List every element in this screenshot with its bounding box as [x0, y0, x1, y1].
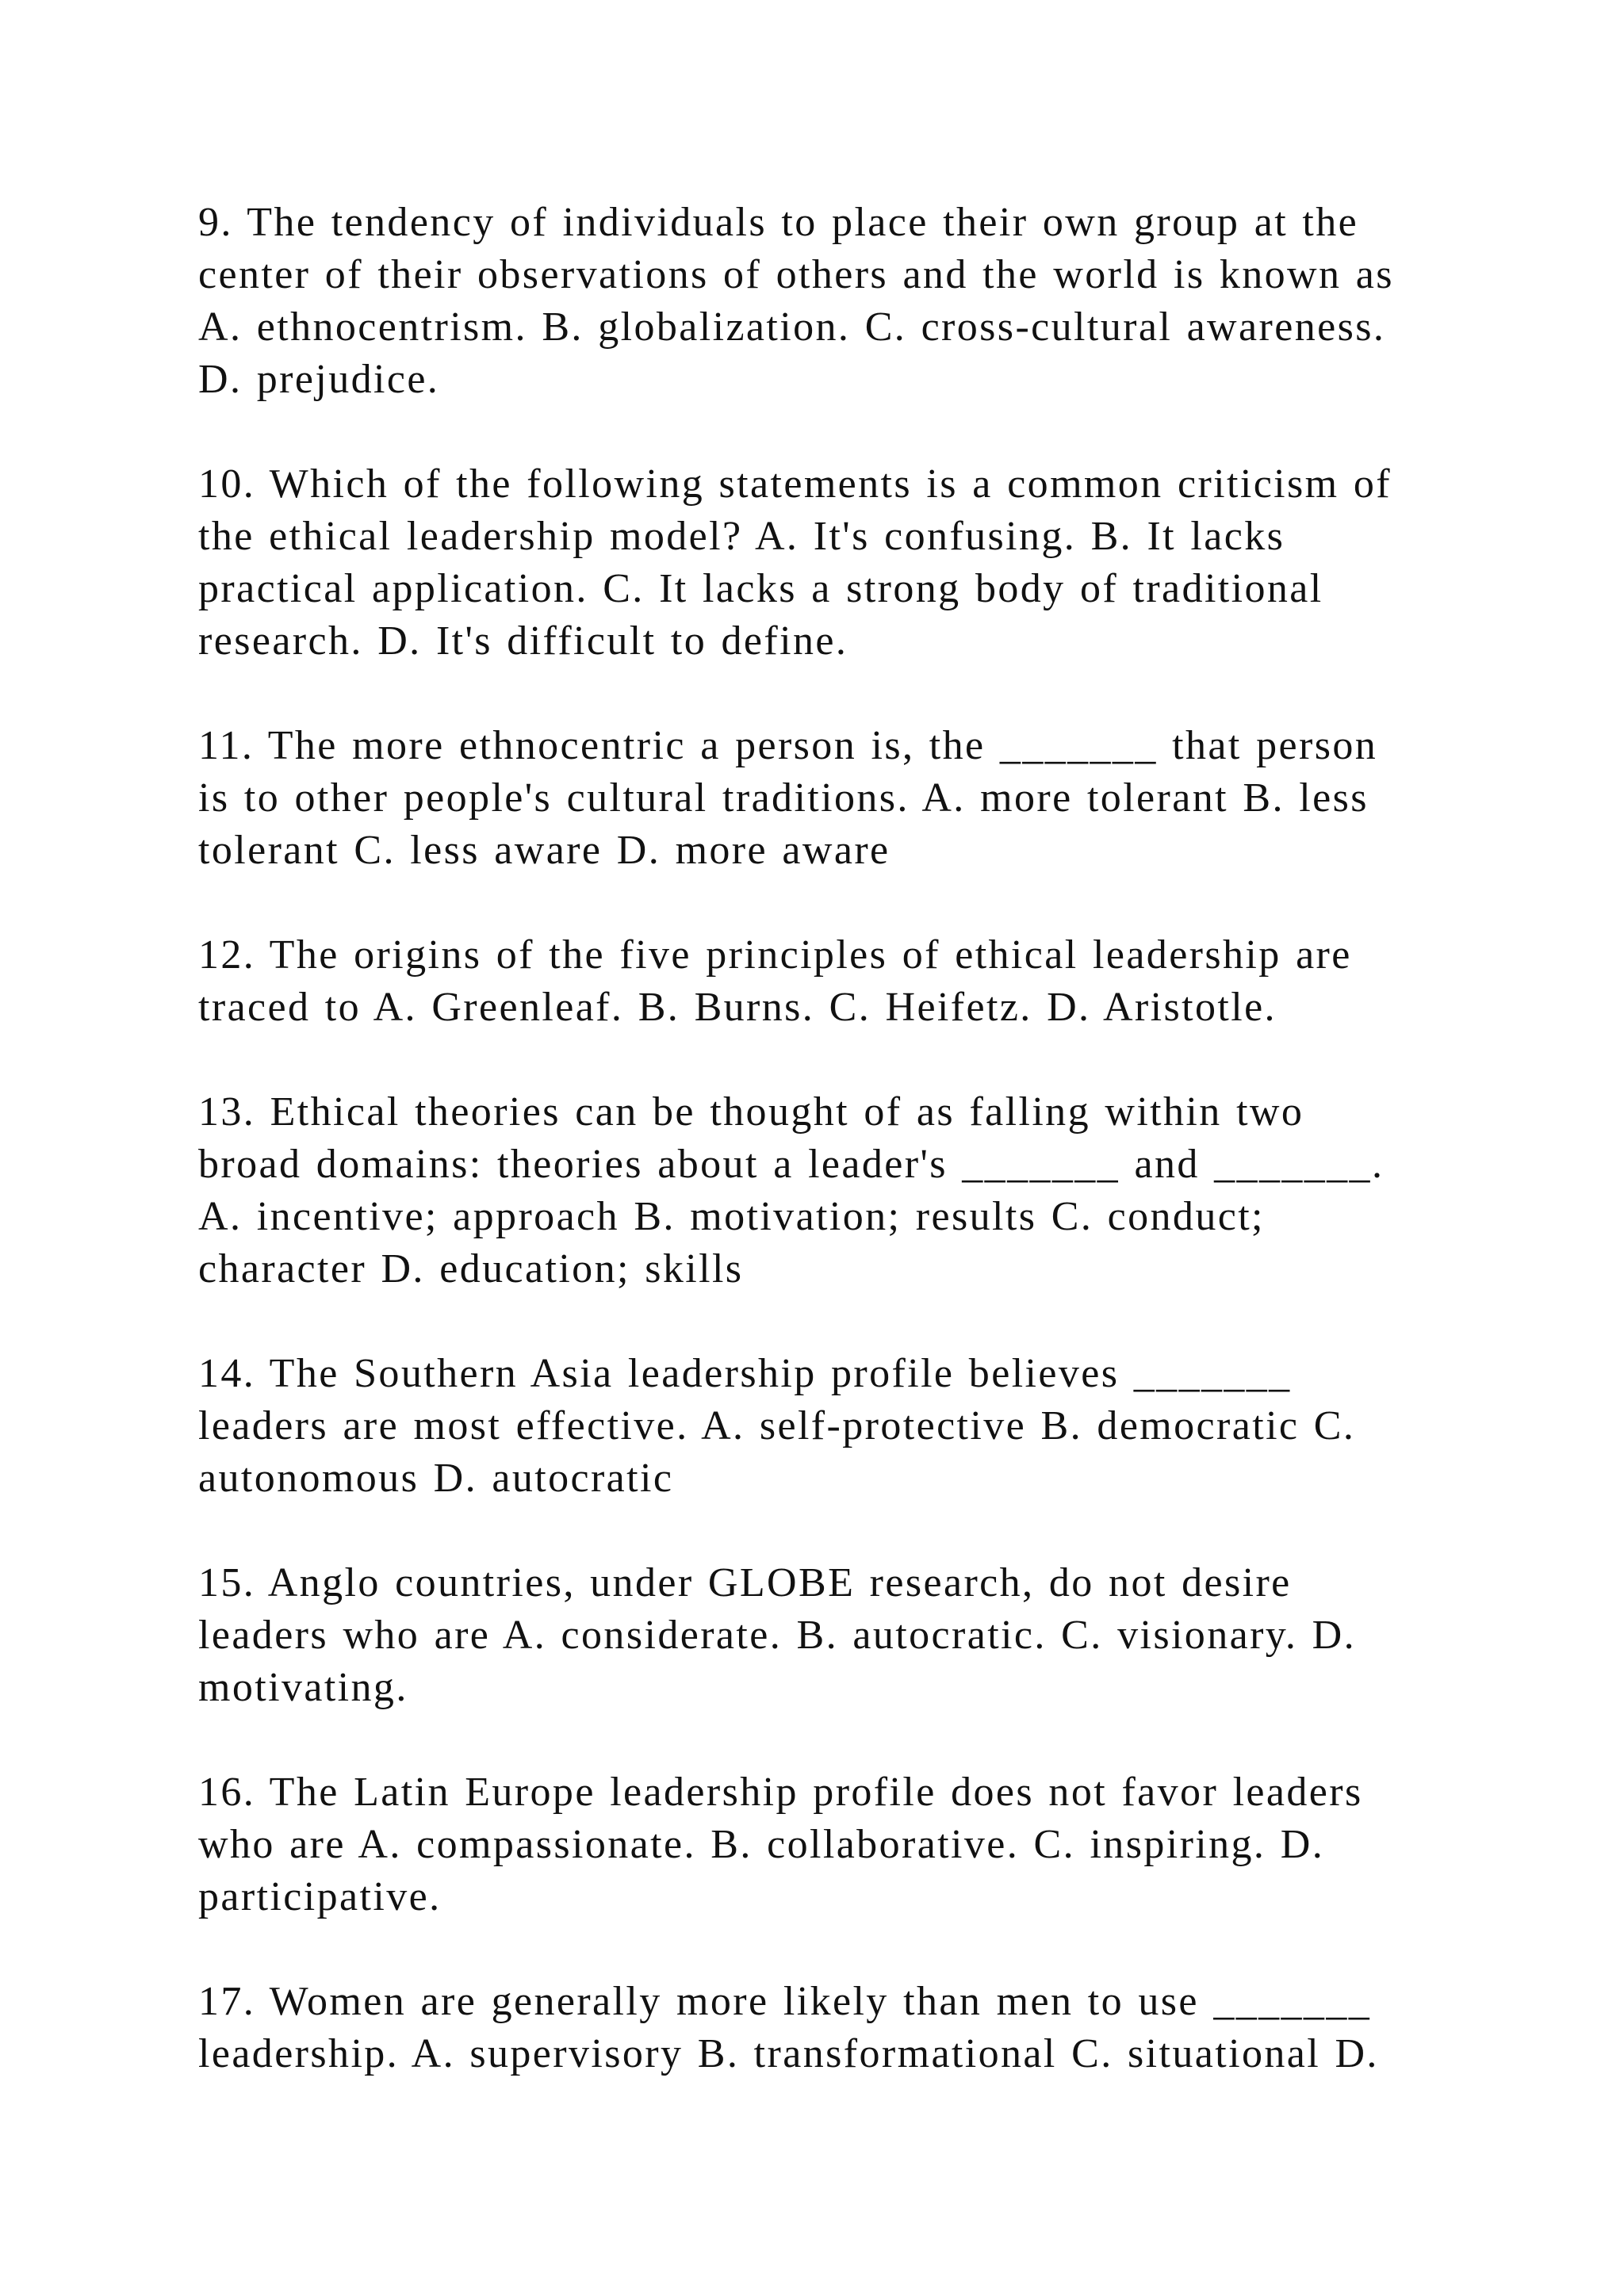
- question-13: [198, 1086, 1435, 1295]
- question-line: 13. Ethical theories can be thought of as falling within two: [198, 1089, 1304, 1135]
- question-12: [198, 929, 1435, 1034]
- question-line: 15. Anglo countries, under GLOBE research, do not desire: [198, 1560, 1292, 1605]
- question-line: 9. The tendency of individuals to place their own group at the: [198, 200, 1359, 245]
- question-line: who are A. compassionate. B. collaborative. C. inspiring. D.: [198, 1822, 1325, 1867]
- question-line: leaders who are A. considerate. B. autocratic. C. visionary. D.: [198, 1613, 1356, 1658]
- question-line: 14. The Southern Asia leadership profile believes _______: [198, 1351, 1292, 1396]
- question-line: the ethical leadership model? A. It's confusing. B. It lacks: [198, 514, 1285, 559]
- question-line: autonomous D. autocratic: [198, 1456, 674, 1501]
- question-line: character D. education; skills: [198, 1246, 744, 1292]
- question-line: 12. The origins of the five principles of ethical leadership are: [198, 932, 1352, 978]
- question-line: leadership. A. supervisory B. transformational C. situational D.: [198, 2031, 1379, 2076]
- question-9: [198, 197, 1435, 406]
- question-line: broad domains: theories about a leader's _______ and _______.: [198, 1142, 1385, 1187]
- question-10: [198, 458, 1435, 668]
- question-line: 16. The Latin Europe leadership profile does not favor leaders: [198, 1770, 1363, 1815]
- question-line: leaders are most effective. A. self-protective B. democratic C.: [198, 1403, 1356, 1448]
- question-14: [198, 1348, 1435, 1505]
- question-line: A. incentive; approach B. motivation; results C. conduct;: [198, 1194, 1265, 1239]
- question-line: traced to A. Greenleaf. B. Burns. C. Heifetz. D. Aristotle.: [198, 985, 1277, 1030]
- question-line: participative.: [198, 1874, 442, 1919]
- question-11: [198, 720, 1435, 877]
- question-15: [198, 1557, 1435, 1714]
- question-line: center of their observations of others and the world is known as: [198, 252, 1394, 297]
- question-line: is to other people's cultural traditions. A. more tolerant B. less: [198, 775, 1369, 821]
- question-line: motivating.: [198, 1665, 408, 1710]
- question-line: tolerant C. less aware D. more aware: [198, 828, 891, 873]
- question-17: [198, 1976, 1435, 2080]
- question-16: [198, 1766, 1435, 1923]
- question-line: 10. Which of the following statements is a common criticism of: [198, 461, 1392, 507]
- question-line: A. ethnocentrism. B. globalization. C. cross-cultural awareness.: [198, 304, 1386, 350]
- question-line: 17. Women are generally more likely than men to use _______: [198, 1979, 1372, 2024]
- question-line: practical application. C. It lacks a strong body of traditional: [198, 566, 1323, 611]
- question-line: research. D. It's difficult to define.: [198, 618, 848, 664]
- question-line: D. prejudice.: [198, 357, 440, 402]
- document-body: [198, 197, 1435, 2133]
- question-line: 11. The more ethnocentric a person is, the _______ that person: [198, 723, 1378, 768]
